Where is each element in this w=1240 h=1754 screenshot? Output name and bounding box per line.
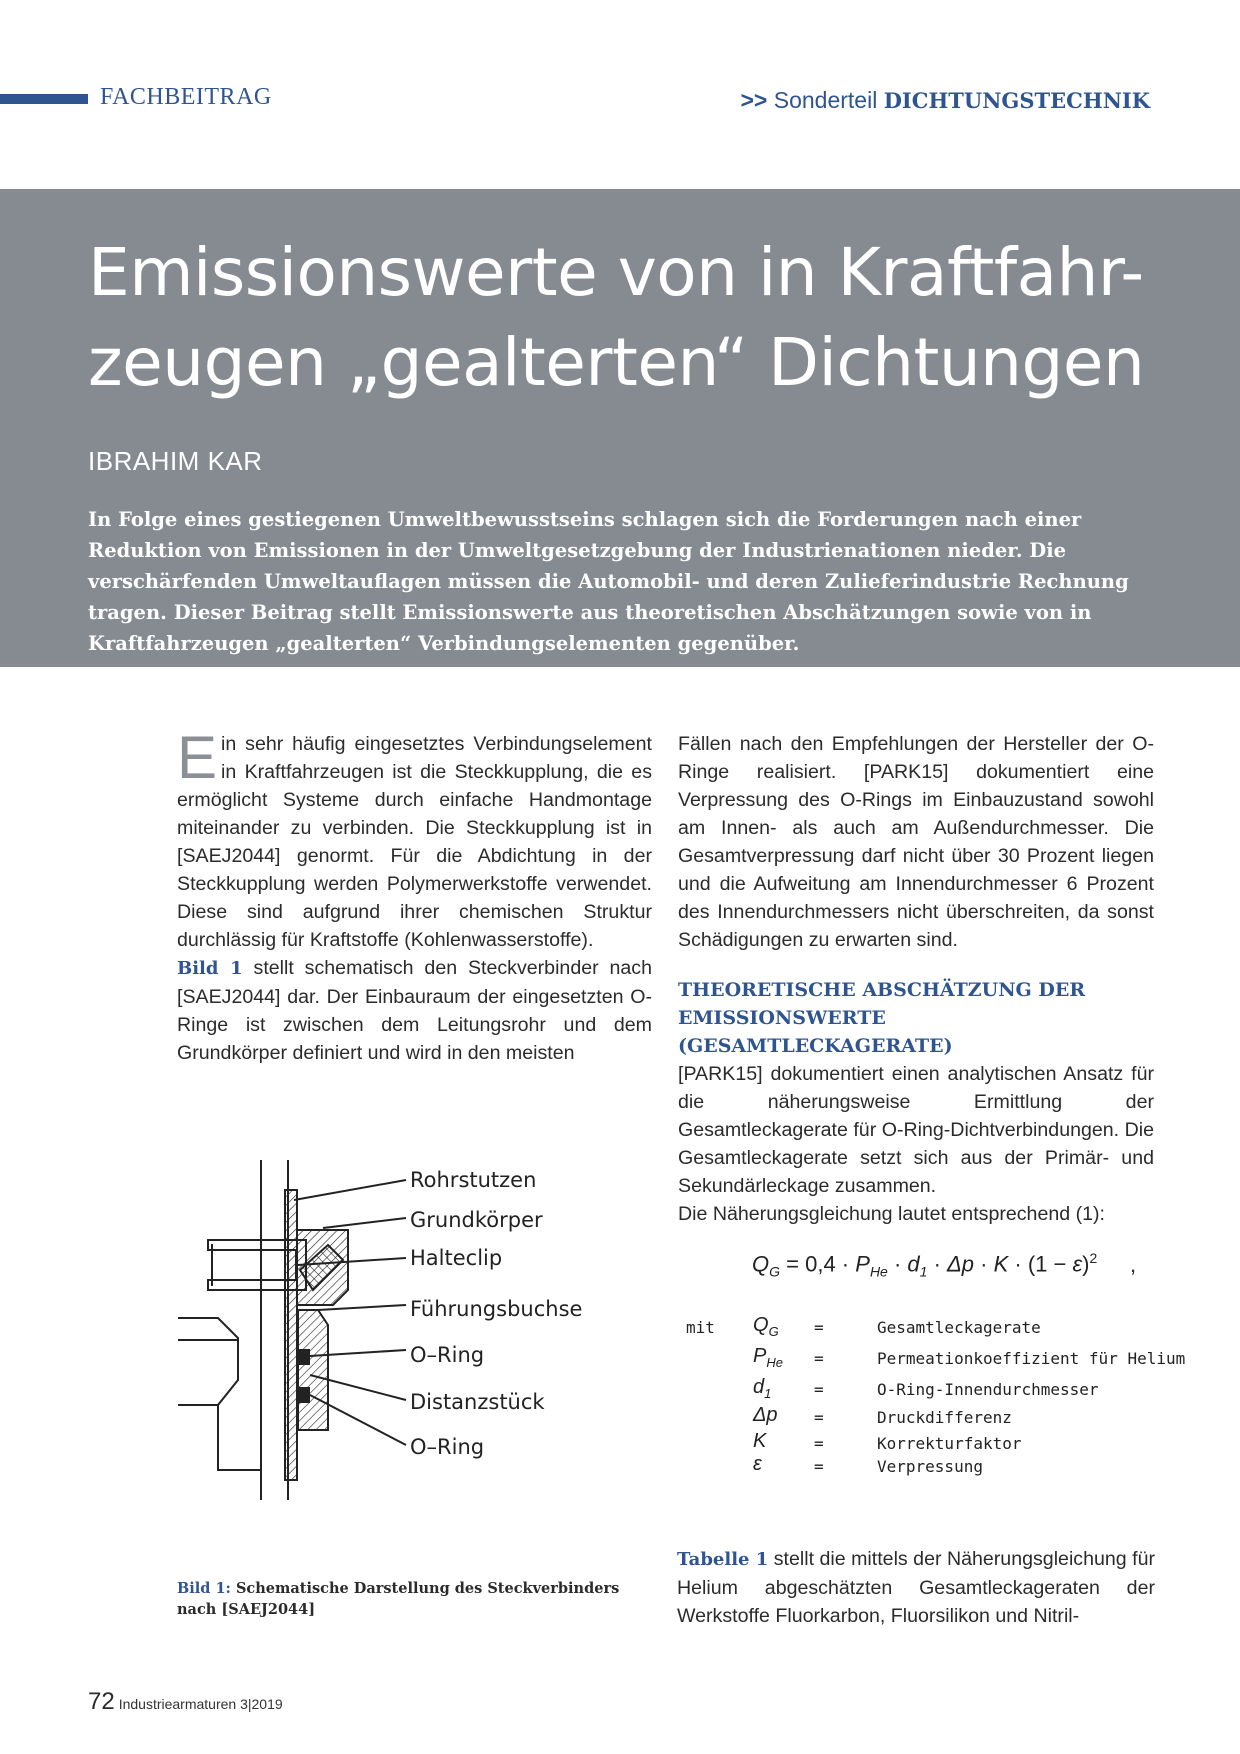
label-distanzstueck: Distanzstück <box>410 1390 545 1414</box>
paragraph <box>177 954 652 1067</box>
header-rule <box>0 94 88 104</box>
mit-label: mit <box>686 1318 715 1337</box>
paragraph-text: in sehr häufig eingesetztes Verbindungselement in Kraftfahrzeugen ist die Steckkupplung, die es ermöglicht Systeme durch einfache Handmontage miteinander zu verbinden. Die Steckkupplung ist in [SAEJ2044] genormt. Für die Abdichtung in der Steckkupplung werden Polymerwerkstoffe verwendet. Diese sind aufgrund ihrer chemischen Struktur durchlässig für Kraftstoffe (Kohlenwasserstoffe). <box>177 733 652 951</box>
def-equals: = <box>814 1408 824 1427</box>
author: IBRAHIM KAR <box>88 446 263 476</box>
def-text: Gesamtleckagerate <box>877 1318 1041 1337</box>
eq-const: 0,4 <box>805 1251 836 1277</box>
eq-dp: Δp <box>947 1251 975 1277</box>
def-symbol: $P_{He}$ <box>753 1345 783 1370</box>
eq-p: P <box>855 1251 870 1277</box>
eq-p-sub: He <box>869 1263 888 1280</box>
column-left <box>177 724 652 1067</box>
figure-reference[interactable]: Bild 1 <box>177 958 243 979</box>
paragraph: Fällen nach den Empfehlungen der Hersteller der O-Ringe realisiert. [PARK15] dokumentiert eine Verpressung des O-Rings im Einbauzustand sowohl am Innen- als auch am Außendurchmesser. Die Gesamtverpressung darf nicht über 30 Prozent liegen und die Aufweitung am Innendurchmesser 6 Prozent des Innendurchmessers nicht überschreiten, da sonst Schädigungen zu erwarten sind. <box>678 733 1154 951</box>
page-number: 72 <box>88 1688 115 1715</box>
eq-equals: = <box>780 1251 806 1277</box>
label-o-ring-1: O–Ring <box>410 1343 485 1367</box>
special-section-label <box>740 87 1150 114</box>
paragraph <box>177 724 652 954</box>
title-line-2: zeugen „gealterten“ Dichtungen <box>88 324 1145 401</box>
eq-d-sub: 1 <box>919 1263 928 1280</box>
connector-diagram <box>178 1160 668 1515</box>
eq-exponent: 2 <box>1089 1250 1098 1266</box>
title-line-1: Emissionswerte von in Kraftfahr- <box>88 234 1144 311</box>
journal-name: Industriearmaturen 3|2019 <box>118 1696 283 1712</box>
paragraph-text: stellt schematisch den Steckverbinder nach [SAEJ2044] dar. Der Einbauraum der eingesetzten O-Ringe ist zwischen dem Leitungsrohr und dem Grundkörper definiert und wird in den meisten <box>177 957 652 1064</box>
eq-dot: · <box>927 1251 948 1277</box>
label-grundkoerper: Grundkörper <box>410 1208 543 1232</box>
eq-dot: · <box>887 1251 908 1277</box>
def-equals: = <box>814 1318 824 1337</box>
eq-dot: · <box>1008 1251 1028 1277</box>
def-equals: = <box>814 1380 824 1399</box>
caption-text: Schematische Darstellung des Steckverbinders nach [SAEJ2044] <box>177 1580 620 1618</box>
eq-bracket-close: ) <box>1082 1251 1090 1277</box>
def-text: Verpressung <box>877 1457 983 1476</box>
def-text: Permeationkoeffizient für Helium <box>877 1349 1186 1368</box>
def-symbol: Δp <box>753 1404 778 1426</box>
def-text: Korrekturfaktor <box>877 1434 1022 1453</box>
def-symbol: $Q_G$ <box>753 1314 779 1339</box>
def-equals: = <box>814 1434 824 1453</box>
eq-lhs: Q <box>752 1251 770 1277</box>
def-text: O-Ring-Innendurchmesser <box>877 1380 1099 1399</box>
eq-comma: , <box>1130 1252 1137 1277</box>
equation <box>752 1250 1097 1280</box>
paragraph: Die Näherungsgleichung lautet entsprechend (1): <box>678 1203 1105 1225</box>
lead-paragraph: In Folge eines gestiegenen Umweltbewusstseins schlagen sich die Forderungen nach einer Reduktion von Emissionen in der Umweltgesetzgebung der Industrienationen nieder. Die verschärfenden Umweltauflagen müssen die Automobil- und deren Zulieferindustrie Rechnung tragen. Dieser Beitrag stellt Emissionswerte aus theoretischen Abschätzungen sowie von in Kraftfahrzeugen „gealterten“ Verbindungselementen gegenüber. <box>88 508 1129 655</box>
def-equals: = <box>814 1457 824 1476</box>
paragraph <box>677 1545 1155 1630</box>
label-halteclip: Halteclip <box>410 1246 503 1270</box>
page-footer <box>88 1688 283 1716</box>
eq-d: d <box>907 1251 920 1277</box>
paragraph-text: stellt die mittels der Näherungsgleichung für Helium abgeschätzten Gesamtleckageraten der Werkstoffe Fluorkarbon, Fluorsilikon und Nitril- <box>677 1548 1155 1627</box>
label-fuehrungsbuchse: Führungsbuchse <box>410 1297 583 1321</box>
article-title <box>88 228 1208 408</box>
column-right <box>678 730 1154 1228</box>
table-reference[interactable]: Tabelle 1 <box>677 1549 769 1570</box>
eq-eps: ε <box>1072 1251 1083 1277</box>
def-symbol: ε <box>753 1453 762 1475</box>
section-light: Sonderteil <box>773 87 878 113</box>
def-equals: = <box>814 1349 824 1368</box>
section-heading: THEORETISCHE ABSCHÄTZUNG DER EMISSIONSWERTE (GESAMTLECKAGERATE) <box>678 979 1086 1057</box>
label-rohrstutzen: Rohrstutzen <box>410 1168 537 1192</box>
section-strong: DICHTUNGSTECHNIK <box>883 88 1150 113</box>
dropcap: E <box>177 724 218 791</box>
section-arrows: >> <box>740 87 768 113</box>
eq-lhs-sub: G <box>769 1263 781 1280</box>
figure-caption <box>177 1578 637 1620</box>
def-text: Druckdifferenz <box>877 1408 1012 1427</box>
caption-label: Bild 1: <box>177 1580 231 1597</box>
column-right-continued <box>677 1545 1155 1630</box>
def-symbol: K <box>753 1430 767 1452</box>
label-o-ring-2: O–Ring <box>410 1435 485 1459</box>
paragraph: [PARK15] dokumentiert einen analytischen Ansatz für die näherungsweise Ermittlung der Gesamtleckagerate für O-Ring-Dichtverbindungen. Die Gesamtleckagerate setzt sich aus der Primär- und Sekundärleckage zusammen. <box>678 1063 1154 1197</box>
def-symbol: $d_1$ <box>753 1376 772 1401</box>
section-label: FACHBEITRAG <box>100 84 272 110</box>
eq-dot: · <box>974 1251 994 1277</box>
eq-bracket-open: (1 − <box>1027 1251 1073 1277</box>
eq-k: K <box>993 1251 1009 1277</box>
eq-dot: · <box>835 1251 856 1277</box>
